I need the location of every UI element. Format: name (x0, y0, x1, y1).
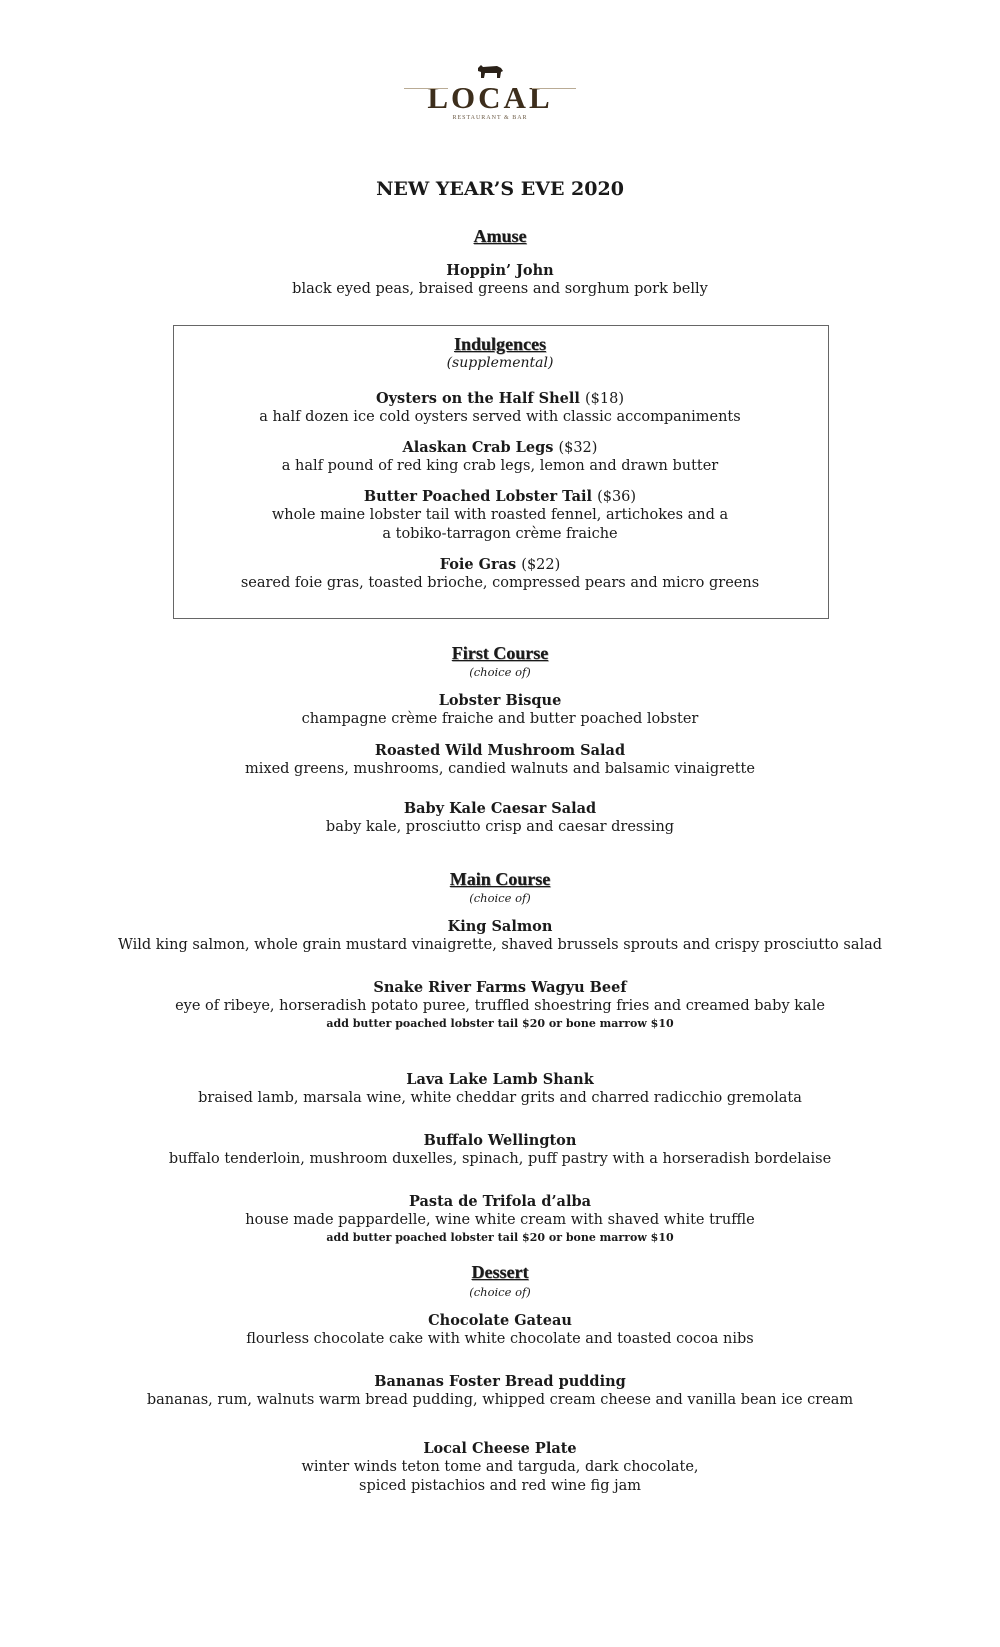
item-description: mixed greens, mushrooms, candied walnuts and balsamic vinaigrette (245, 761, 755, 777)
item-description: champagne crème fraiche and butter poached lobster (301, 711, 699, 727)
logo-tagline: RESTAURANT & BAR (452, 115, 528, 121)
item-description: a half dozen ice cold oysters served with classic accompaniments (259, 409, 741, 425)
section-subtitle: (choice of) (469, 665, 531, 679)
item-price: ($18) (584, 391, 624, 407)
item-description-line-2: a tobiko-tarragon crème fraiche (382, 526, 618, 542)
bull-icon (475, 62, 505, 80)
item-price: ($36) (597, 489, 637, 505)
item-description: winter winds teton tome and targuda, dark chocolate, (301, 1459, 699, 1475)
section-heading-main-course: Main Course (449, 869, 551, 889)
item-description: baby kale, prosciutto crisp and caesar dressing (325, 819, 675, 835)
item-name: Lobster Bisque (438, 692, 562, 709)
item-name: Butter Poached Lobster Tail ($36) (363, 488, 637, 505)
restaurant-logo (410, 62, 570, 140)
item-description: black eyed peas, braised greens and sorghum pork belly (292, 281, 708, 297)
item-description: bananas, rum, walnuts warm bread pudding, whipped cream cheese and vanilla bean ice cream (146, 1392, 854, 1408)
item-name: Snake River Farms Wagyu Beef (373, 979, 627, 996)
item-description: house made pappardelle, wine white cream with shaved white truffle (245, 1212, 755, 1228)
item-description: a half pound of red king crab legs, lemon and drawn butter (281, 458, 719, 474)
logo-wordmark: LOCAL (427, 80, 553, 115)
item-description: braised lamb, marsala wine, white cheddar grits and charred radicchio gremolata (198, 1090, 802, 1106)
item-name: King Salmon (447, 918, 553, 935)
logo-flourish-left (404, 88, 448, 90)
item-name: Oysters on the Half Shell ($18) (376, 390, 624, 407)
section-subtitle: (choice of) (469, 1285, 531, 1299)
section-heading-first-course: First Course (451, 643, 549, 663)
item-price: ($22) (521, 557, 561, 573)
item-name: Hoppin’ John (446, 262, 554, 279)
section-heading-dessert: Dessert (471, 1262, 529, 1282)
item-name: Foie Gras ($22) (439, 556, 561, 573)
item-price: ($32) (558, 440, 598, 456)
item-add-on-note: add butter poached lobster tail $20 or bone marrow $10 (326, 1231, 674, 1244)
section-heading-indulgences: Indulgences (453, 334, 547, 354)
section-heading-amuse: Amuse (473, 226, 527, 246)
item-name: Pasta de Trifola d’alba (409, 1193, 591, 1210)
logo-flourish-right (532, 88, 576, 90)
item-description: whole maine lobster tail with roasted fennel, artichokes and a (271, 507, 729, 523)
item-description: buffalo tenderloin, mushroom duxelles, spinach, puff pastry with a horseradish bordelaise (168, 1151, 832, 1167)
item-description: eye of ribeye, horseradish potato puree, truffled shoestring fries and creamed baby kale (175, 998, 825, 1014)
item-name: Local Cheese Plate (423, 1440, 577, 1457)
item-name: Buffalo Wellington (423, 1132, 577, 1149)
item-name: Alaskan Crab Legs ($32) (402, 439, 598, 456)
section-subtitle: (choice of) (469, 891, 531, 905)
item-description: seared foie gras, toasted brioche, compressed pears and micro greens (240, 575, 760, 591)
item-name: Chocolate Gateau (428, 1312, 572, 1329)
menu-title: NEW YEAR’S EVE 2020 (376, 178, 624, 200)
item-description: flourless chocolate cake with white chocolate and toasted cocoa nibs (246, 1331, 754, 1347)
item-name: Baby Kale Caesar Salad (403, 800, 597, 817)
item-add-on-note: add butter poached lobster tail $20 or bone marrow $10 (326, 1017, 674, 1030)
item-description-line-2: spiced pistachios and red wine fig jam (359, 1478, 641, 1494)
item-name: Bananas Foster Bread pudding (374, 1373, 626, 1390)
item-name: Roasted Wild Mushroom Salad (374, 742, 626, 759)
section-subtitle: (supplemental) (446, 355, 554, 371)
item-name: Lava Lake Lamb Shank (406, 1071, 594, 1088)
item-description: Wild king salmon, whole grain mustard vinaigrette, shaved brussels sprouts and crispy prosciutto salad (117, 937, 883, 953)
